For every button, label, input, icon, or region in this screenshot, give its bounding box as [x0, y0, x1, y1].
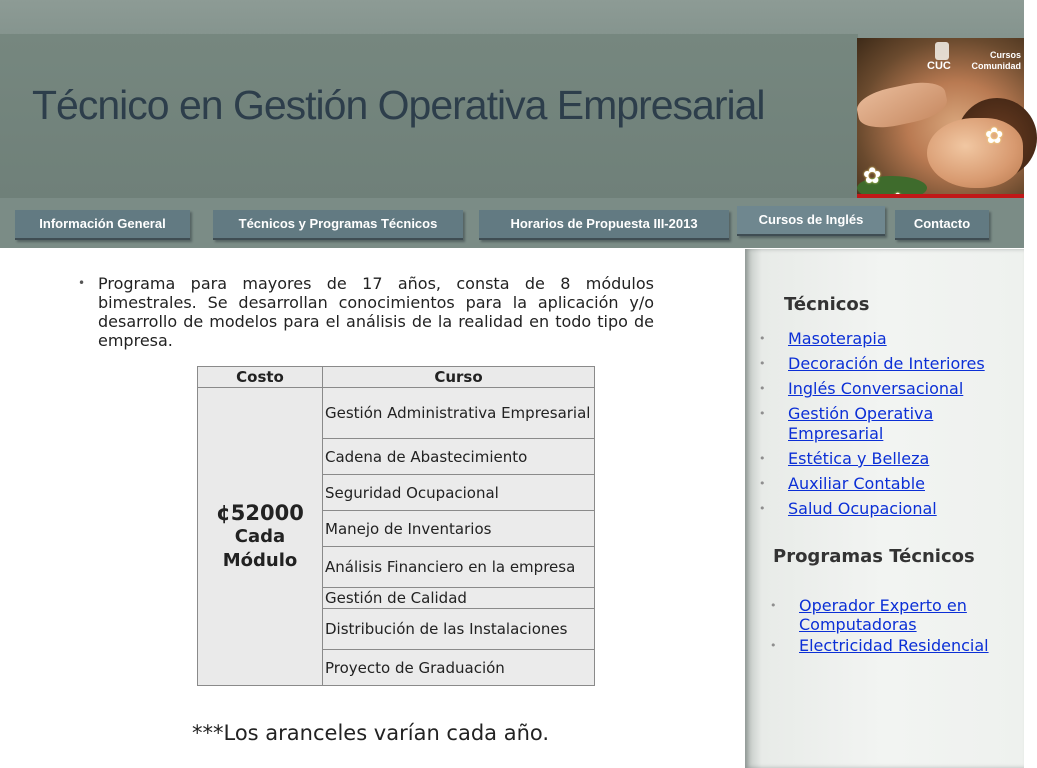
list-item [759, 379, 1018, 399]
bullet-icon: • [759, 407, 766, 420]
link-electricidad-residencial[interactable]: Electricidad Residencial [799, 636, 989, 655]
bullet-icon: • [770, 639, 777, 652]
fees-note: ***Los aranceles varían cada año. [192, 721, 550, 745]
nav-informacion-general[interactable]: Información General [15, 210, 190, 240]
list-item [759, 329, 1018, 349]
brand-line-1: Cursos [989, 50, 1021, 60]
nav-horarios[interactable]: Horarios de Propuesta III-2013 [479, 210, 729, 240]
list-item [759, 404, 1018, 444]
bullet-icon: • [759, 382, 766, 395]
bullet-icon: • [759, 357, 766, 370]
program-description: Programa para mayores de 17 años, consta de 8 módulos bimestrales. Se desarrollan conocimientos para la aplicación y/o desarrollo de modelos para el análisis de la realidad en todo tipo de empresa. [98, 274, 654, 350]
list-item [759, 354, 1018, 374]
tecnicos-list [759, 329, 1018, 524]
list-item [770, 636, 1021, 655]
list-item [759, 449, 1018, 469]
cost-cell [198, 388, 323, 686]
cuc-logo [925, 40, 957, 74]
sidebar-title-tecnicos: Técnicos [784, 294, 870, 315]
course-cell: Gestión Administrativa Empresarial [323, 388, 595, 439]
course-cell: Análisis Financiero en la empresa [323, 547, 595, 588]
nav-tecnicos-programas[interactable]: Técnicos y Programas Técnicos [213, 210, 463, 240]
table-header-row [198, 367, 595, 388]
link-ingles-conversacional[interactable]: Inglés Conversacional [788, 379, 964, 398]
bullet-icon: • [759, 452, 766, 465]
logo-icon [935, 42, 949, 60]
cost-unit: Cada Módulo [222, 525, 298, 571]
list-item [770, 596, 1021, 634]
link-masoterapia[interactable]: Masoterapia [788, 329, 887, 348]
column-header-curso: Curso [323, 367, 595, 388]
course-cell: Cadena de Abastecimiento [323, 439, 595, 475]
link-estetica-belleza[interactable]: Estética y Belleza [788, 449, 930, 468]
nav-contacto[interactable]: Contacto [895, 210, 989, 240]
column-header-costo: Costo [198, 367, 323, 388]
programas-list [770, 596, 1021, 657]
list-item [759, 499, 1018, 519]
course-cell: Seguridad Ocupacional [323, 475, 595, 511]
link-salud-ocupacional[interactable]: Salud Ocupacional [788, 499, 937, 518]
link-auxiliar-contable[interactable]: Auxiliar Contable [788, 474, 925, 493]
photo-face [927, 118, 1023, 188]
link-operador-experto[interactable]: Operador Experto en Computadoras [799, 596, 967, 634]
table-row [198, 388, 595, 439]
photo-hands [854, 77, 950, 133]
logo-text: CUC [927, 60, 951, 72]
course-cell: Gestión de Calidad [323, 588, 595, 609]
header-photo [857, 38, 1024, 198]
bullet-icon: • [759, 332, 766, 345]
sidebar-title-programas: Programas Técnicos [773, 546, 975, 567]
flower-icon: ✿ [985, 124, 1004, 149]
course-table [197, 366, 595, 686]
bullet-icon: • [759, 502, 766, 515]
course-cell: Proyecto de Graduación [323, 650, 595, 686]
link-decoracion-interiores[interactable]: Decoración de Interiores [788, 354, 985, 373]
bullet-icon: • [770, 599, 777, 612]
bullet-icon: • [759, 477, 766, 490]
brand-line-2: Comunidad [971, 61, 1021, 71]
sidebar [745, 249, 1024, 768]
link-gestion-operativa[interactable]: Gestión Operativa Empresarial [788, 404, 934, 443]
nav-cursos-ingles[interactable]: Cursos de Inglés [737, 206, 885, 236]
bullet-icon: • [78, 276, 86, 290]
cost-price: ¢52000 [216, 500, 304, 525]
flower-icon: ✿ [863, 164, 882, 189]
page-title: Técnico en Gestión Operativa Empresarial [32, 82, 765, 128]
course-cell: Distribución de las Instalaciones [323, 609, 595, 650]
course-cell: Manejo de Inventarios [323, 511, 595, 547]
list-item [759, 474, 1018, 494]
